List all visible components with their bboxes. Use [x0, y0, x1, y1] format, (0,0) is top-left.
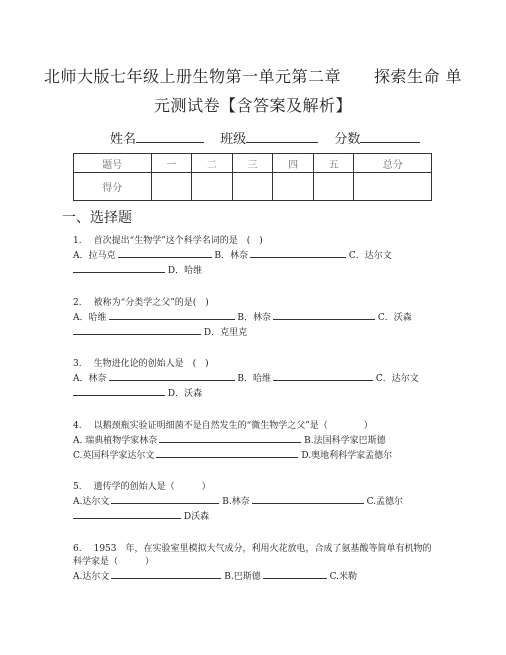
option-c[interactable]: C．达尔文	[348, 251, 392, 261]
question-text: 以鹅颈瓶实验证明细菌不是自然发生的“微生物学之父”是（ ）	[93, 421, 373, 431]
question-number: 4.	[73, 421, 82, 431]
question-number: 6.	[73, 544, 82, 554]
option-b[interactable]: B.巴斯德	[224, 572, 261, 582]
question-4	[73, 420, 394, 463]
question-number: 5.	[73, 482, 82, 492]
question-text-continued: 科学家是（ ）	[73, 557, 155, 567]
name-label: 姓名	[110, 132, 137, 147]
score-cell[interactable]	[273, 173, 314, 201]
question-number: 2.	[73, 298, 82, 308]
answer-blank	[111, 494, 219, 504]
score-table-header: 三	[232, 154, 273, 173]
score-cell[interactable]	[313, 173, 354, 201]
score-cell[interactable]	[354, 173, 432, 201]
answer-blank	[109, 310, 235, 320]
student-info-line	[110, 128, 420, 147]
option-b[interactable]: B．哈维	[237, 374, 271, 384]
answer-blank	[159, 433, 301, 443]
answer-blank	[273, 371, 373, 381]
option-b[interactable]: B.法国科学家巴斯德	[304, 436, 386, 446]
score-label: 分数	[334, 132, 361, 147]
class-label: 班级	[220, 132, 247, 147]
score-table-header: 题号	[74, 154, 152, 173]
section-title: 一、选择题	[62, 210, 132, 226]
answer-blank	[73, 325, 201, 335]
score-table	[73, 153, 432, 201]
question-number: 1.	[73, 236, 82, 246]
option-d[interactable]: D.奥地利科学家孟德尔	[301, 451, 393, 461]
answer-blank	[73, 263, 165, 273]
answer-blank	[73, 386, 165, 396]
score-row-label: 得分	[74, 173, 152, 201]
score-cell[interactable]	[151, 173, 192, 201]
question-number: 3.	[73, 359, 82, 369]
class-blank[interactable]	[246, 129, 318, 143]
score-table-header: 二	[192, 154, 233, 173]
score-cell[interactable]	[192, 173, 233, 201]
option-a[interactable]: A. 瑞典植物学家林奈	[73, 436, 158, 446]
question-text: 首次提出“生物学”这个科学名词的是 ( )	[93, 236, 263, 246]
score-table-header: 一	[151, 154, 192, 173]
option-d[interactable]: D沃森	[183, 512, 210, 522]
option-d[interactable]: D．哈维	[167, 266, 203, 276]
option-c[interactable]: C．达尔文	[375, 374, 419, 384]
option-d[interactable]: D．克里克	[203, 328, 248, 338]
score-table-score-row	[74, 173, 432, 201]
answer-blank	[73, 509, 181, 519]
option-a[interactable]: A．拉马克	[73, 251, 116, 261]
score-blank[interactable]	[360, 129, 420, 143]
answer-blank	[263, 569, 327, 579]
question-text: 被称为“分类学之父”的是( )	[93, 298, 209, 308]
answer-blank	[156, 448, 298, 458]
question-text: 遗传学的创始人是（ ）	[93, 482, 211, 492]
option-c[interactable]: C．沃森	[377, 313, 412, 323]
option-b[interactable]: B．林奈	[214, 251, 248, 261]
option-c[interactable]: C.孟德尔	[366, 497, 404, 507]
option-b[interactable]: B.林奈	[222, 497, 250, 507]
option-d[interactable]: D．沃森	[167, 389, 203, 399]
document-title-line-1: 北师大版七年级上册生物第一单元第二章 探索生命 单	[43, 67, 463, 86]
document-title-line-2: 元测试卷【含答案及解析】	[153, 96, 352, 115]
option-c[interactable]: C.英国科学家达尔文	[73, 451, 155, 461]
answer-blank	[250, 248, 346, 258]
answer-blank	[109, 371, 235, 381]
question-5	[73, 481, 405, 524]
option-a[interactable]: A．林奈	[73, 374, 107, 384]
option-a[interactable]: A．哈维	[73, 313, 107, 323]
score-table-header: 总分	[354, 154, 432, 173]
name-blank[interactable]	[136, 129, 204, 143]
score-table-header-row	[74, 154, 432, 173]
answer-blank	[252, 494, 364, 504]
option-a[interactable]: A.达尔文	[73, 572, 110, 582]
score-table-header: 五	[313, 154, 354, 173]
question-text: 1953 年，在实验室里模拟大气成分，利用火花放电，合成了氨基酸等简单有机物的	[93, 544, 432, 554]
option-a[interactable]: A.达尔文	[73, 497, 110, 507]
question-text: 生物进化论的创始人是 ( )	[93, 359, 209, 369]
score-table-header: 四	[273, 154, 314, 173]
option-b[interactable]: B．林奈	[237, 313, 271, 323]
question-6	[73, 543, 432, 584]
option-c[interactable]: C.米勒	[329, 572, 358, 582]
question-1	[73, 235, 394, 278]
answer-blank	[111, 569, 221, 579]
answer-blank	[273, 310, 375, 320]
score-cell[interactable]	[232, 173, 273, 201]
answer-blank	[118, 248, 212, 258]
question-3	[73, 358, 421, 401]
question-2	[73, 297, 414, 340]
